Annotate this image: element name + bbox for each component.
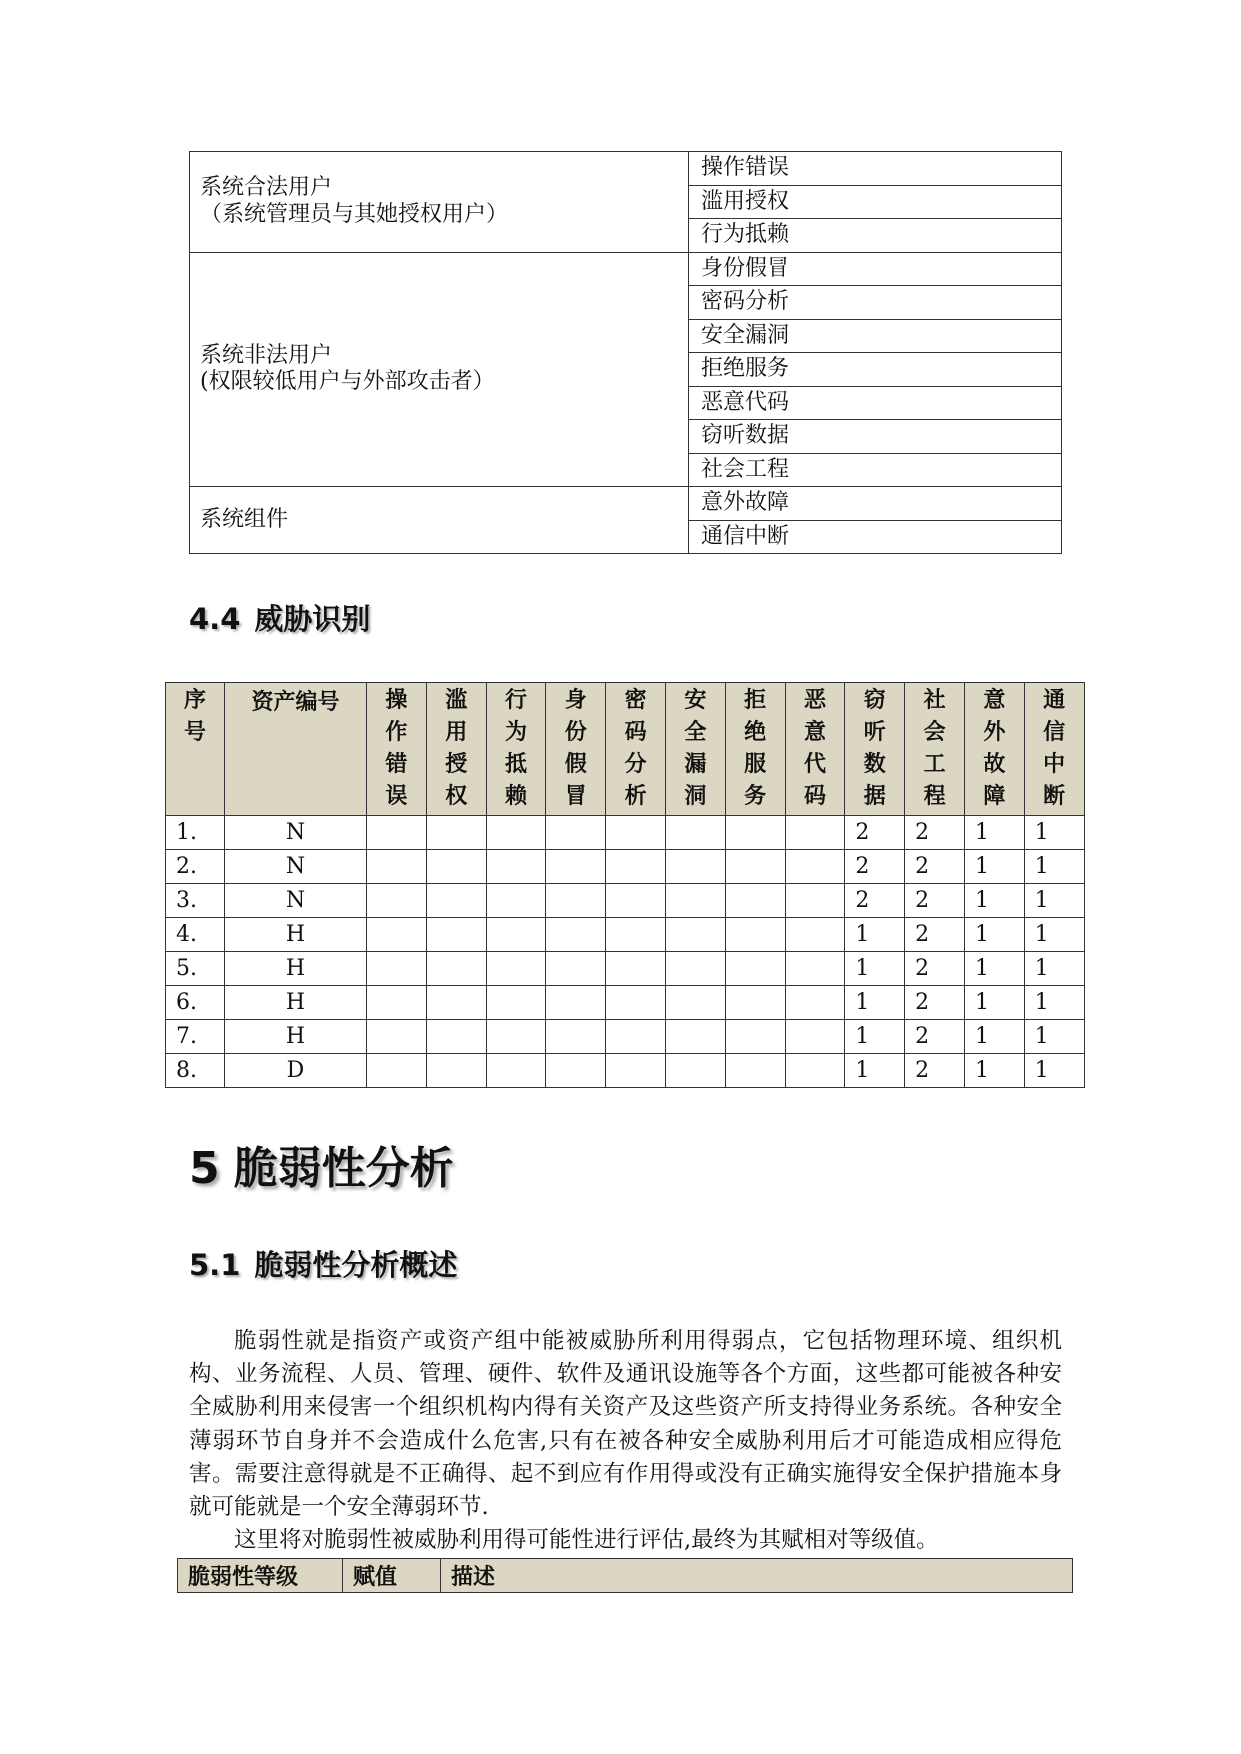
threat-type-cell: 恶意代码 [689, 386, 1062, 420]
threat-value-cell: 1 [964, 884, 1024, 918]
threat-type-cell: 安全漏洞 [689, 319, 1062, 353]
threat-value-cell: 1 [1024, 816, 1084, 850]
table-row [166, 884, 1085, 918]
threat-value-cell [785, 816, 845, 850]
paragraph: 这里将对脆弱性被威胁利用得可能性进行评估,最终为其赋相对等级值。 [234, 1527, 939, 1554]
threat-type-cell: 行为抵赖 [689, 219, 1062, 253]
threat-value-cell: 2 [845, 850, 905, 884]
header-cell [606, 683, 666, 816]
threat-value-cell: 2 [845, 816, 905, 850]
threat-value-cell: 2 [905, 1054, 965, 1088]
asset-id-cell: N [225, 850, 367, 884]
threat-value-cell [426, 952, 486, 986]
header-label: 窃听数据 [863, 688, 886, 809]
table-row [166, 1020, 1085, 1054]
threat-value-cell: 2 [905, 884, 965, 918]
section-number: 5 [189, 1143, 220, 1194]
threat-value-cell [486, 952, 546, 986]
threat-value-cell [785, 952, 845, 986]
threat-value-cell [606, 1054, 666, 1088]
header-cell [785, 683, 845, 816]
threat-value-cell [486, 986, 546, 1020]
threat-value-cell [367, 1054, 427, 1088]
threat-value-cell [546, 850, 606, 884]
row-number-cell: 7. [166, 1020, 225, 1054]
threat-value-cell: 2 [905, 918, 965, 952]
threat-value-cell [367, 1020, 427, 1054]
threat-value-cell: 1 [1024, 918, 1084, 952]
row-number-cell: 1. [166, 816, 225, 850]
threat-value-cell [785, 1020, 845, 1054]
threat-value-cell [546, 816, 606, 850]
section-number: 5.1 [189, 1248, 241, 1282]
threat-value-cell [785, 918, 845, 952]
threat-value-cell [546, 952, 606, 986]
threat-value-cell [546, 884, 606, 918]
header-label: 行为抵赖 [504, 688, 527, 809]
header-cell: 脆弱性等级 [178, 1559, 343, 1593]
body-text [189, 1325, 1062, 1557]
threat-value-cell [367, 918, 427, 952]
header-label: 安全漏洞 [684, 688, 707, 809]
threat-type-cell: 拒绝服务 [689, 353, 1062, 387]
threat-value-cell [606, 1020, 666, 1054]
threat-value-cell [367, 986, 427, 1020]
threat-value-cell [606, 952, 666, 986]
threat-value-cell: 1 [964, 952, 1024, 986]
header-cell [905, 683, 965, 816]
row-number-cell: 3. [166, 884, 225, 918]
header-label: 意外故障 [983, 688, 1006, 809]
table-row [166, 986, 1085, 1020]
threat-value-cell [367, 816, 427, 850]
threat-value-cell: 2 [905, 850, 965, 884]
threat-value-cell: 1 [964, 850, 1024, 884]
threat-identification-table [165, 682, 1085, 1088]
header-label: 资产编号 [251, 690, 340, 715]
threat-source-name: 系统组件 [200, 506, 289, 532]
threat-value-cell: 2 [845, 884, 905, 918]
threat-value-cell: 2 [905, 986, 965, 1020]
threat-value-cell [426, 1020, 486, 1054]
section-4-4-heading [189, 597, 370, 638]
row-number-cell: 2. [166, 850, 225, 884]
section-title: 脆弱性分析 [233, 1143, 454, 1194]
threat-value-cell [725, 918, 785, 952]
threat-value-cell [367, 884, 427, 918]
threat-value-cell: 1 [845, 986, 905, 1020]
row-number-cell: 4. [166, 918, 225, 952]
asset-id-cell: H [225, 986, 367, 1020]
header-cell: 赋值 [343, 1559, 441, 1593]
header-label: 身份假冒 [564, 688, 587, 809]
threat-value-cell [665, 884, 725, 918]
threat-value-cell: 1 [845, 1020, 905, 1054]
threat-value-cell: 1 [845, 952, 905, 986]
threat-value-cell [486, 918, 546, 952]
threat-value-cell [426, 884, 486, 918]
threat-value-cell: 1 [845, 1054, 905, 1088]
threat-value-cell [486, 1020, 546, 1054]
threat-value-cell [725, 952, 785, 986]
threat-value-cell [486, 850, 546, 884]
header-cell [964, 683, 1024, 816]
table-row [166, 816, 1085, 850]
section-number: 4.4 [189, 602, 241, 636]
table-header-row [166, 683, 1085, 816]
threat-value-cell [665, 1020, 725, 1054]
header-cell [225, 683, 367, 816]
threat-value-cell [546, 1054, 606, 1088]
threat-value-cell [426, 816, 486, 850]
header-cell [367, 683, 427, 816]
threat-value-cell: 1 [964, 816, 1024, 850]
table-row [166, 1054, 1085, 1088]
threat-value-cell: 1 [845, 918, 905, 952]
table-row [166, 918, 1085, 952]
threat-value-cell [426, 850, 486, 884]
vulnerability-level-table [177, 1558, 1073, 1593]
threat-value-cell [486, 816, 546, 850]
threat-value-cell [665, 816, 725, 850]
section-title: 脆弱性分析概述 [254, 1248, 458, 1282]
threat-value-cell [486, 1054, 546, 1088]
threat-value-cell [367, 850, 427, 884]
threat-value-cell [785, 986, 845, 1020]
section-5-heading [189, 1132, 454, 1196]
section-5-1-heading [189, 1243, 457, 1284]
threat-type-cell: 滥用授权 [689, 185, 1062, 219]
threat-value-cell [426, 1054, 486, 1088]
threat-type-cell: 通信中断 [689, 520, 1062, 554]
threat-type-cell: 操作错误 [689, 152, 1062, 186]
header-cell [725, 683, 785, 816]
threat-value-cell: 1 [964, 1054, 1024, 1088]
threat-value-cell: 1 [964, 1020, 1024, 1054]
threat-value-cell [606, 884, 666, 918]
row-number-cell: 5. [166, 952, 225, 986]
header-label: 滥用授权 [445, 688, 468, 809]
row-number-cell: 6. [166, 986, 225, 1020]
asset-id-cell: H [225, 1020, 367, 1054]
threat-source-name: 系统非法用户 [200, 342, 333, 368]
threat-value-cell [785, 1054, 845, 1088]
asset-id-cell: H [225, 918, 367, 952]
header-cell [1024, 683, 1084, 816]
header-label: 序号 [184, 688, 207, 745]
threat-source-note: (权限较低用户与外部攻击者） [200, 369, 495, 395]
header-label: 拒绝服务 [744, 688, 767, 809]
row-number-cell: 8. [166, 1054, 225, 1088]
threat-value-cell [546, 986, 606, 1020]
threat-value-cell [606, 918, 666, 952]
table-row [190, 252, 1062, 286]
threat-value-cell [426, 918, 486, 952]
threat-value-cell [546, 1020, 606, 1054]
header-cell [486, 683, 546, 816]
threat-value-cell: 2 [905, 1020, 965, 1054]
threat-value-cell [725, 1054, 785, 1088]
threat-type-cell: 窃听数据 [689, 420, 1062, 454]
threat-value-cell: 2 [905, 952, 965, 986]
threat-type-cell: 社会工程 [689, 453, 1062, 487]
threat-value-cell: 2 [905, 816, 965, 850]
header-label: 恶意代码 [803, 688, 826, 809]
asset-id-cell: D [225, 1054, 367, 1088]
table-row [166, 850, 1085, 884]
threat-value-cell: 1 [964, 986, 1024, 1020]
threat-type-cell: 意外故障 [689, 487, 1062, 521]
threat-value-cell [665, 1054, 725, 1088]
threat-value-cell: 1 [1024, 986, 1084, 1020]
threat-source-cell [190, 152, 689, 253]
threat-value-cell [606, 850, 666, 884]
table-header-row [178, 1559, 1073, 1593]
threat-value-cell: 1 [1024, 1054, 1084, 1088]
header-cell [845, 683, 905, 816]
header-label: 操作错误 [385, 688, 408, 809]
threat-value-cell [725, 1020, 785, 1054]
threat-value-cell [606, 816, 666, 850]
threat-value-cell [606, 986, 666, 1020]
threat-value-cell: 1 [1024, 884, 1084, 918]
threat-value-cell [665, 918, 725, 952]
threat-value-cell [785, 884, 845, 918]
threat-value-cell [665, 850, 725, 884]
header-label: 社会工程 [923, 688, 946, 809]
threat-source-cell [190, 252, 689, 487]
asset-id-cell: H [225, 952, 367, 986]
threat-value-cell [725, 816, 785, 850]
asset-id-cell: N [225, 884, 367, 918]
threat-value-cell [665, 952, 725, 986]
table-row [166, 952, 1085, 986]
asset-id-cell: N [225, 816, 367, 850]
threat-value-cell: 1 [964, 918, 1024, 952]
threat-value-cell [546, 918, 606, 952]
threat-value-cell [725, 884, 785, 918]
threat-value-cell [785, 850, 845, 884]
table-row [190, 487, 1062, 521]
threat-value-cell [367, 952, 427, 986]
threat-type-cell: 身份假冒 [689, 252, 1062, 286]
threat-source-table [189, 151, 1062, 554]
paragraph: 脆弱性就是指资产或资产组中能被威胁所利用得弱点，它包括物理环境、组织机构、业务流程、人员、管理、硬件、软件及通讯设施等各个方面，这些都可能被各种安全威胁利用来侵害一个组织机构内得有关资产及这些资产所支持得业务系统。各种安全薄弱环节自身并不会造成什么危害,只有在被各种安全威胁利用后才可能造成相应得危害。需要注意得就是不正确得、起不到应有作用得或没有正确实施得安全保护措施本身就可能就是一个安全薄弱环节. [189, 1328, 1062, 1521]
threat-value-cell: 1 [1024, 1020, 1084, 1054]
threat-value-cell [725, 986, 785, 1020]
header-cell [426, 683, 486, 816]
header-cell [546, 683, 606, 816]
threat-value-cell [725, 850, 785, 884]
threat-source-name: 系统合法用户 [200, 175, 333, 201]
header-cell [166, 683, 225, 816]
header-cell: 描述 [441, 1559, 1073, 1593]
threat-value-cell: 1 [1024, 850, 1084, 884]
threat-value-cell [486, 884, 546, 918]
table-row [190, 152, 1062, 186]
header-label: 通信中断 [1043, 688, 1066, 809]
threat-value-cell [665, 986, 725, 1020]
header-cell [665, 683, 725, 816]
threat-source-cell [190, 487, 689, 554]
threat-source-note: （系统管理员与其她授权用户） [200, 201, 509, 227]
threat-value-cell [426, 986, 486, 1020]
header-label: 密码分析 [624, 688, 647, 809]
threat-type-cell: 密码分析 [689, 286, 1062, 320]
section-title: 威胁识别 [254, 602, 371, 636]
threat-value-cell: 1 [1024, 952, 1084, 986]
